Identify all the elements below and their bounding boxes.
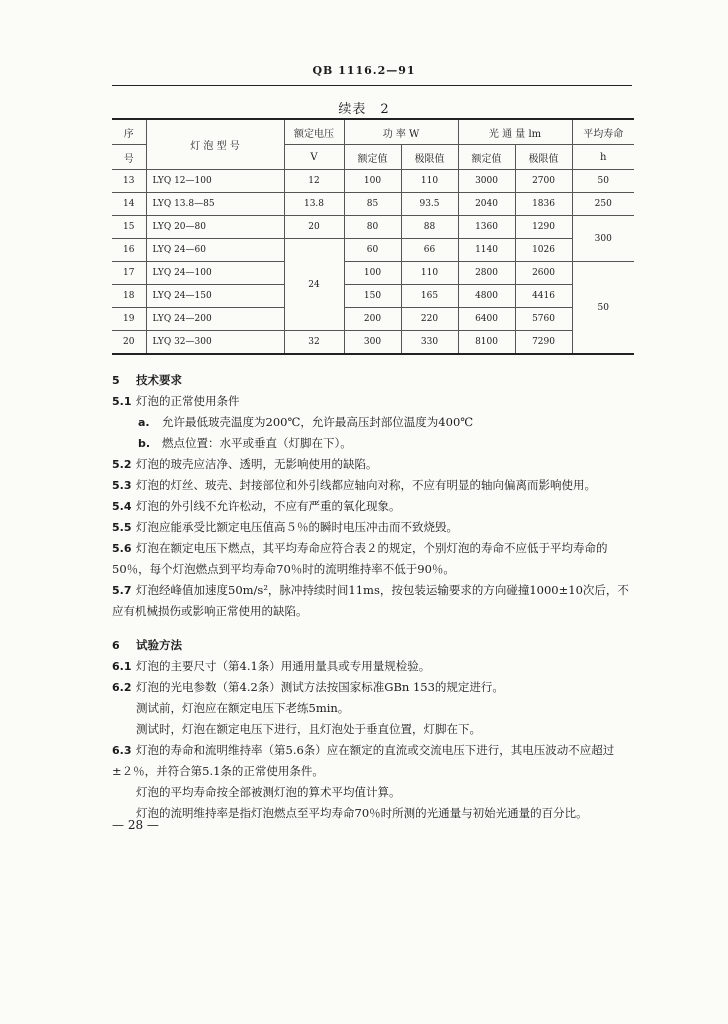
clause-text: 灯泡的寿命和流明维持率（第5.6条）应在额定的直流或交流电压下进行，其电压波动不应超过±２％，并符合第5.1条的正常使用条件。 [112, 743, 615, 778]
flux-rated: 4800 [458, 285, 515, 308]
flux-limit: 7290 [515, 331, 572, 355]
clause-text: 灯泡的主要尺寸（第4.1条）用通用量具或专用量规检验。 [136, 659, 431, 673]
clause-number: 6.1 [112, 660, 132, 673]
lamp-model: LYQ 24—150 [146, 285, 284, 308]
flux-rated: 2040 [458, 193, 515, 216]
flux-limit: 4416 [515, 285, 572, 308]
clause-text: 灯泡在额定电压下燃点，其平均寿命应符合表２的规定，个别灯泡的寿命不应低于平均寿命的50％，每个灯泡燃点到平均寿命70％时的流明维持率不低于90％。 [112, 541, 608, 576]
flux-header: 光 通 量 lm [458, 119, 572, 145]
clause [112, 454, 632, 475]
flux-limit: 1026 [515, 239, 572, 262]
section-number: 6 [112, 639, 120, 652]
clause-text: 灯泡的外引线不允许松动，不应有严重的氧化现象。 [136, 499, 401, 513]
row-number: 19 [112, 308, 146, 331]
clause-text: 灯泡的光电参数（第4.2条）测试方法按国家标准GBn 153的规定进行。 [136, 680, 504, 694]
clause-text: 燃点位置：水平或垂直（灯脚在下）。 [162, 436, 352, 450]
flux-rated: 1360 [458, 216, 515, 239]
section-title: 试验方法 [136, 638, 182, 652]
power-rated: 85 [344, 193, 401, 216]
power-rated: 200 [344, 308, 401, 331]
flux-limit: 5760 [515, 308, 572, 331]
section-6-heading [112, 635, 632, 656]
table-row [112, 285, 634, 308]
power-header: 功 率 W [344, 119, 458, 145]
rated-voltage: 24 [284, 239, 344, 331]
table-row [112, 239, 634, 262]
life-unit: h [572, 145, 634, 170]
clause-number: 6.3 [112, 744, 132, 757]
clause [112, 740, 632, 782]
clause-text: 允许最低玻壳温度为200℃，允许最高压封部位温度为400℃ [162, 415, 474, 429]
clause-text: 灯泡经峰值加速度50m/s²，脉冲持续时间11ms，按包装运输要求的方向碰撞1000±10次后，不应有机械损伤或影响正常使用的缺陷。 [112, 583, 629, 618]
flux-limit: 1290 [515, 216, 572, 239]
lamp-model: LYQ 24—200 [146, 308, 284, 331]
lamp-model: LYQ 24—60 [146, 239, 284, 262]
section-gap [112, 622, 632, 635]
power-limit: 220 [401, 308, 458, 331]
paragraph: 灯泡的流明维持率是指灯泡燃点至平均寿命70％时所测的光通量与初始光通量的百分比。 [136, 806, 588, 820]
sub-clause [112, 433, 632, 454]
clause-number: 5.4 [112, 500, 132, 513]
power-rated: 100 [344, 262, 401, 285]
lamp-model: LYQ 24—100 [146, 262, 284, 285]
standard-number: QB 1116.2—91 [312, 64, 416, 77]
section-title: 技术要求 [136, 373, 182, 387]
row-number: 15 [112, 216, 146, 239]
flux-limit: 1836 [515, 193, 572, 216]
power-limit: 330 [401, 331, 458, 355]
power-limit: 110 [401, 170, 458, 193]
clause-number: 5.7 [112, 584, 132, 597]
power-limit: 66 [401, 239, 458, 262]
life-header: 平均寿命 [572, 119, 634, 145]
lamp-model: LYQ 32—300 [146, 331, 284, 355]
lamp-model: LYQ 12—100 [146, 170, 284, 193]
clause-text: 灯泡的正常使用条件 [136, 394, 240, 408]
flux-rated: 8100 [458, 331, 515, 355]
clause-number: 5.3 [112, 479, 132, 492]
power-limit: 110 [401, 262, 458, 285]
power-rated: 300 [344, 331, 401, 355]
table-caption [0, 98, 728, 117]
average-life: 50 [572, 262, 634, 355]
row-number: 14 [112, 193, 146, 216]
body-text [112, 370, 632, 824]
clause [112, 538, 632, 580]
power-limit: 93.5 [401, 193, 458, 216]
table-caption-number: 2 [380, 102, 390, 117]
clause [112, 391, 632, 412]
power-limit: 88 [401, 216, 458, 239]
row-number: 20 [112, 331, 146, 355]
power-rated-header: 额定值 [344, 145, 401, 170]
table-row [112, 193, 634, 216]
sub-clause [112, 412, 632, 433]
clause [112, 677, 632, 698]
table-row [112, 331, 634, 355]
flux-limit-header: 极限值 [515, 145, 572, 170]
power-rated: 150 [344, 285, 401, 308]
table-caption-label: 续表 [338, 102, 367, 117]
table-row [112, 170, 634, 193]
clause-number: 6.2 [112, 681, 132, 694]
header-rule [112, 85, 632, 86]
clause-number: 5.1 [112, 395, 132, 408]
lamp-model: LYQ 13.8—85 [146, 193, 284, 216]
flux-rated: 2800 [458, 262, 515, 285]
clause-number: 5.5 [112, 521, 132, 534]
average-life: 300 [572, 216, 634, 262]
flux-limit: 2600 [515, 262, 572, 285]
seq-header-2: 号 [112, 145, 146, 170]
clause [112, 517, 632, 538]
clause-text: 灯泡应能承受比额定电压值高５％的瞬时电压冲击而不致烧毁。 [136, 520, 458, 534]
flux-limit: 2700 [515, 170, 572, 193]
clause [112, 656, 632, 677]
clause-number: 5.2 [112, 458, 132, 471]
average-life: 50 [572, 170, 634, 193]
clause [112, 475, 632, 496]
section-5-heading [112, 370, 632, 391]
row-number: 17 [112, 262, 146, 285]
voltage-header: 额定电压 [284, 119, 344, 145]
average-life: 250 [572, 193, 634, 216]
power-rated: 100 [344, 170, 401, 193]
table-row [112, 262, 634, 285]
page-number: — 28 — [112, 818, 159, 832]
rated-voltage: 13.8 [284, 193, 344, 216]
row-number: 13 [112, 170, 146, 193]
rated-voltage: 32 [284, 331, 344, 355]
power-limit: 165 [401, 285, 458, 308]
flux-rated: 1140 [458, 239, 515, 262]
rated-voltage: 12 [284, 170, 344, 193]
section-number: 5 [112, 374, 120, 387]
flux-rated: 3000 [458, 170, 515, 193]
clause-text: 灯泡的灯丝、玻壳、封接部位和外引线都应轴向对称，不应有明显的轴向偏离而影响使用。 [136, 478, 596, 492]
table-row [112, 308, 634, 331]
clause-text: 灯泡的玻壳应洁净、透明，无影响使用的缺陷。 [136, 457, 378, 471]
row-number: 18 [112, 285, 146, 308]
clause-number: 5.6 [112, 542, 132, 555]
lamp-model: LYQ 20—80 [146, 216, 284, 239]
seq-header: 序 [112, 119, 146, 145]
clause-number: a. [138, 416, 150, 429]
rated-voltage: 20 [284, 216, 344, 239]
flux-rated-header: 额定值 [458, 145, 515, 170]
power-limit-header: 极限值 [401, 145, 458, 170]
model-header: 灯 泡 型 号 [146, 119, 284, 170]
power-rated: 80 [344, 216, 401, 239]
paragraph: 测试时，灯泡在额定电压下进行，且灯泡处于垂直位置，灯脚在下。 [136, 722, 481, 736]
row-number: 16 [112, 239, 146, 262]
clause-number: b. [138, 437, 151, 450]
paragraph: 测试前，灯泡应在额定电压下老练5min。 [136, 701, 350, 715]
clause [112, 496, 632, 517]
power-rated: 60 [344, 239, 401, 262]
lamp-spec-table [112, 118, 634, 355]
voltage-unit: V [284, 145, 344, 170]
paragraph: 灯泡的平均寿命按全部被测灯泡的算术平均值计算。 [136, 785, 401, 799]
flux-rated: 6400 [458, 308, 515, 331]
clause [112, 580, 632, 622]
table-row [112, 216, 634, 239]
